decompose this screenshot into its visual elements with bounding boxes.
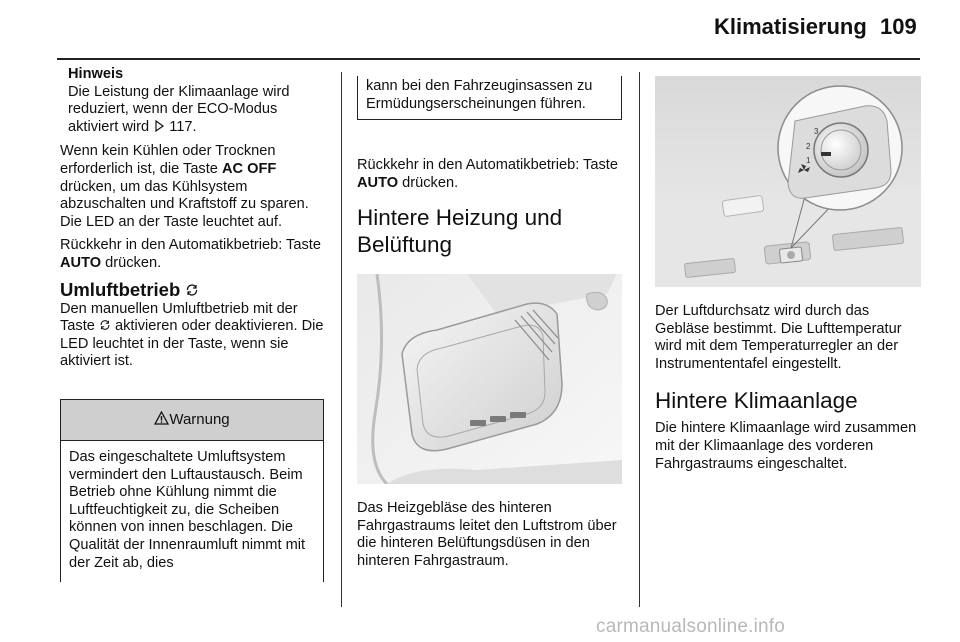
- column-3: [655, 303, 925, 479]
- warning-continuation-text: kann bei den Fahrzeuginsassen zu Ermüdungserscheinungen führen.: [366, 78, 593, 112]
- page-number: 109: [880, 14, 917, 39]
- dial-mark-3: 3: [814, 127, 819, 136]
- paragraph-luftdurchsatz: Der Luftdurchsatz wird durch das Gebläse bestimmt. Die Lufttemperatur wird mit dem Temperaturregler an der Instrumententafel eingestellt.: [655, 303, 902, 372]
- dial-mark-1: 1: [806, 156, 811, 165]
- paragraph-auto: [60, 237, 326, 272]
- warning-continuation-box: [357, 76, 622, 120]
- paragraph-auto-2: [357, 157, 625, 192]
- watermark: carmanualsonline.info: [596, 616, 786, 637]
- paragraph-text: Wenn kein Kühlen oder Trocknen erforderlich ist, die Taste: [60, 143, 276, 177]
- note-body: Die Leistung der Klimaanlage wird reduziert, wenn der ECO-Modus aktiviert wird: [68, 83, 290, 135]
- page-reference-icon: [153, 120, 165, 132]
- paragraph-ac-off: [60, 143, 326, 231]
- note-reference[interactable]: 117.: [169, 118, 197, 135]
- rear-heater-illustration: [357, 274, 622, 484]
- paragraph-text: drücken.: [402, 174, 459, 191]
- column-2-bottom: [357, 500, 625, 576]
- note-text: [68, 84, 326, 137]
- heading-text: Umluftbetrieb: [60, 278, 181, 300]
- heading-hintere-klimaanlage: Hintere Klimaanlage: [655, 388, 858, 414]
- warning-text: Das eingeschaltete Umluftsystem vermindert den Luftaustausch. Beim Betrieb ohne Kühlung nimmt die Luftfeuchtigkeit zu, die Scheiben können von innen beschlagen. Die Qualität der Innenraumluft nimmt mit der Zeit ab, dies: [69, 449, 306, 571]
- paragraph-text: Den manuellen Umluftbetrieb mit der Taste: [60, 300, 298, 335]
- paragraph-text: Rückkehr in den Automatikbetrieb: Taste: [60, 237, 321, 254]
- paragraph-heizgeblaese: Das Heizgebläse des hinteren Fahrgastraums leitet den Luftstrom über die hinteren Belüftungsdüsen in den hinteren Fahrgastraum.: [357, 500, 617, 569]
- note-block: [60, 66, 326, 136]
- paragraph-hintere-klimaanlage: Die hintere Klimaanlage wird zusammen mit der Klimaanlage des vorderen Fahrgastraums eingeschaltet.: [655, 420, 917, 472]
- recirculation-icon: [99, 319, 111, 331]
- heading-umluftbetrieb: [60, 279, 326, 301]
- warning-title: Warnung: [169, 411, 230, 428]
- paragraph-text: Rückkehr in den Automatikbetrieb: Taste: [357, 157, 618, 173]
- warning-header: [61, 400, 323, 441]
- paragraph-text: aktivieren oder deaktivieren. Die LED leuchtet in der Taste, wenn sie aktiviert ist.: [60, 318, 324, 370]
- key-auto: AUTO: [60, 254, 102, 271]
- paragraph-umluft: [60, 301, 326, 371]
- column-2: [357, 157, 625, 272]
- rear-control-illustration: [655, 76, 921, 287]
- header-rule: [57, 58, 920, 60]
- key-auto: AUTO: [357, 174, 399, 191]
- paragraph-text: drücken.: [105, 254, 162, 271]
- warning-triangle-icon: [154, 411, 169, 425]
- key-ac-off: AC OFF: [221, 160, 277, 177]
- paragraph-text: drücken, um das Kühlsystem abzuschalten und Kraftstoff zu sparen. Die LED an der Taste leuchtet auf.: [60, 178, 309, 230]
- column-1: [60, 66, 326, 377]
- page-header-title: Klimatisierung: [714, 14, 867, 39]
- recirculation-icon: [185, 283, 199, 297]
- column-divider-2: [639, 72, 640, 607]
- heading-hintere-heizung: Hintere Heizung und Belüftung: [357, 205, 563, 258]
- dial-mark-2: 2: [806, 142, 811, 151]
- warning-box: [60, 399, 324, 582]
- column-divider-1: [341, 72, 342, 607]
- note-title: Hinweis: [68, 66, 124, 82]
